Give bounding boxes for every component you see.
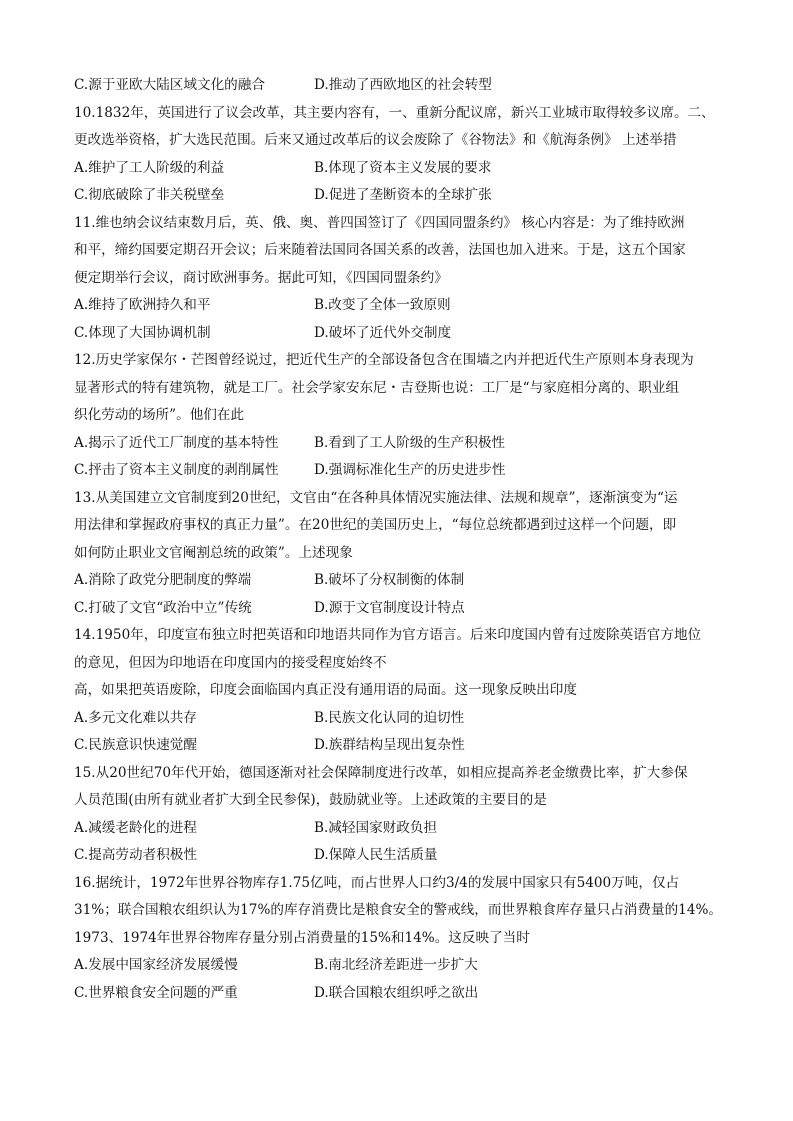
q10-options-ab <box>74 155 729 183</box>
q9-options-cd <box>74 72 729 100</box>
q12-stem-line-2: 显著形式的特有建筑物，就是工厂。社会学家安东尼・吉登斯也说：工厂是“与家庭相分离的、职业组 <box>74 379 680 396</box>
q11-option-d: D.破坏了近代外交制度 <box>314 324 452 341</box>
q11-stem-line-2: 和平，缔约国要定期召开会议；后来随着法国同各国关系的改善，法国也加入进来。于是，这五个国家 <box>74 242 686 258</box>
q11-option-b: B.改变了全体一致原则 <box>314 297 451 313</box>
q10-options-cd <box>74 182 729 210</box>
q12-options-cd <box>74 457 729 485</box>
q12-stem-line-3: 织化劳动的场所”。他们在此 <box>74 407 245 423</box>
q10-option-b: B.体现了资本主义发展的要求 <box>314 159 492 176</box>
q13-option-d: D.源于文官制度设计特点 <box>314 599 465 616</box>
q12-options-ab <box>74 430 729 458</box>
q16-stem-line-1: 16.据统计，1972年世界谷物库存1.75亿吨，而占世界人口约3/4的发展中国家只有5400万吨，仅占 <box>74 874 680 891</box>
q13-options-ab <box>74 567 729 595</box>
q15-option-b: B.减轻国家财政负担 <box>314 819 438 836</box>
q14-option-d: D.族群结构呈现出复杂性 <box>314 737 465 753</box>
q16-option-b: B.南北经济差距进一步扩大 <box>314 957 478 973</box>
exam-page <box>74 72 729 1007</box>
q15-option-a: A.减缓老龄化的进程 <box>74 819 197 836</box>
q13-option-a: A.消除了政党分肥制度的弊端 <box>74 572 252 588</box>
q10-option-a: A.维护了工人阶级的利益 <box>74 159 225 176</box>
q9-option-c: C.源于亚欧大陆区域文化的融合 <box>74 77 265 93</box>
q16-option-d: D.联合国粮农组织呼之欲出 <box>314 984 479 1001</box>
q15-options-cd <box>74 842 729 870</box>
q11-options-cd <box>74 320 729 348</box>
q9-option-d: D.推动了西欧地区的社会转型 <box>314 77 492 93</box>
q15-stem-line-1: 15.从20世纪70年代开始，德国逐渐对社会保障制度进行改革，如相应提高养老金缴费比率，扩大参保 <box>74 764 688 781</box>
q13-stem-line-3: 如何防止职业文官阉割总统的政策”。上述现象 <box>74 544 353 561</box>
q15-options-ab <box>74 815 729 843</box>
q15-option-d: D.保障人民生活质量 <box>314 847 438 863</box>
q12-option-c: C.抨击了资本主义制度的剥削属性 <box>74 462 279 478</box>
q12-option-a: A.揭示了近代工厂制度的基本特性 <box>74 434 279 451</box>
q14-option-a: A.多元文化难以共存 <box>74 709 197 726</box>
q11-option-c: C.体现了大国协调机制 <box>74 324 211 341</box>
q16-option-c: C.世界粮食安全问题的严重 <box>74 984 238 1001</box>
q13-option-c: C.打破了文官“政治中立”传统 <box>74 599 252 616</box>
q12-option-b: B.看到了工人阶级的生产积极性 <box>314 434 506 451</box>
q14-options-ab <box>74 705 729 733</box>
q13-options-cd <box>74 595 729 623</box>
q10-stem-line-2: 更改选举资格，扩大选民范围。后来又通过改革后的议会废除了《谷物法》和《航海条例》 上述举措 <box>74 132 677 148</box>
q10-stem-line-1: 10.1832年，英国进行了议会改革，其主要内容有，一、重新分配议席，新兴工业城市取得较多议席。二、 <box>74 104 715 121</box>
q14-option-c: C.民族意识快速觉醒 <box>74 737 197 753</box>
q10-option-d: D.促进了垄断资本的全球扩张 <box>314 187 492 203</box>
q15-option-c: C.提高劳动者积极性 <box>74 847 197 863</box>
q11-stem-line-3: 便定期举行会议，商讨欧洲事务。据此可知，《四国同盟条约》 <box>74 269 448 286</box>
q13-stem-line-2: 用法律和掌握政府事权的真正力量”。在20世纪的美国历史上，“每位总统都遇到过这样一个问题，即 <box>74 517 677 533</box>
q12-option-d: D.强调标准化生产的历史进步性 <box>314 462 506 478</box>
q10-option-c: C.彻底破除了非关税壁垒 <box>74 187 225 203</box>
q14-option-b: B.民族文化认同的迫切性 <box>314 709 465 726</box>
q12-stem-line-1: 12.历史学家保尔・芒图曾经说过，把近代生产的全部设备包含在围墙之内并把近代生产原则本身表现为 <box>74 352 694 368</box>
q15-stem-line-2: 人员范围(由所有就业者扩大到全民参保)，鼓励就业等。上述政策的主要目的是 <box>74 792 547 808</box>
q14-options-cd <box>74 732 729 760</box>
q16-stem-line-3: 1973、1974年世界谷物库存量分别占消费量的15%和14%。这反映了当时 <box>74 929 530 946</box>
q16-options-ab <box>74 952 729 980</box>
q14-stem-line-2: 的意见，但因为印地语在印度国内的接受程度始终不 <box>74 654 387 671</box>
q16-stem-line-2: 31%；联合国粮农组织认为17%的库存消费比是粮食安全的警戒线，而世界粮食库存量只占消费量的14%。 <box>74 902 722 918</box>
q16-options-cd <box>74 980 729 1008</box>
q13-option-b: B.破坏了分权制衡的体制 <box>314 572 465 588</box>
q11-options-ab <box>74 292 729 320</box>
q16-option-a: A.发展中国家经济发展缓慢 <box>74 957 238 973</box>
q13-stem-line-1: 13.从美国建立文官制度到20世纪，文官由“在各种具体情况实施法律、法规和规章”，逐渐演变为“运 <box>74 489 678 506</box>
q11-stem-line-1: 11.维也纳会议结束数月后，英、俄、奥、普四国签订了《四国同盟条约》 核心内容是：为了维持欧洲 <box>74 214 685 231</box>
q14-stem-line-1: 14.1950年，印度宣布独立时把英语和印地语共同作为官方语言。后来印度国内曾有过废除英语官方地位 <box>74 627 702 643</box>
q11-option-a: A.维持了欧洲持久和平 <box>74 297 211 313</box>
q14-stem-line-3: 高，如果把英语废除，印度会面临国内真正没有通用语的局面。这一现象反映出印度 <box>74 682 577 698</box>
